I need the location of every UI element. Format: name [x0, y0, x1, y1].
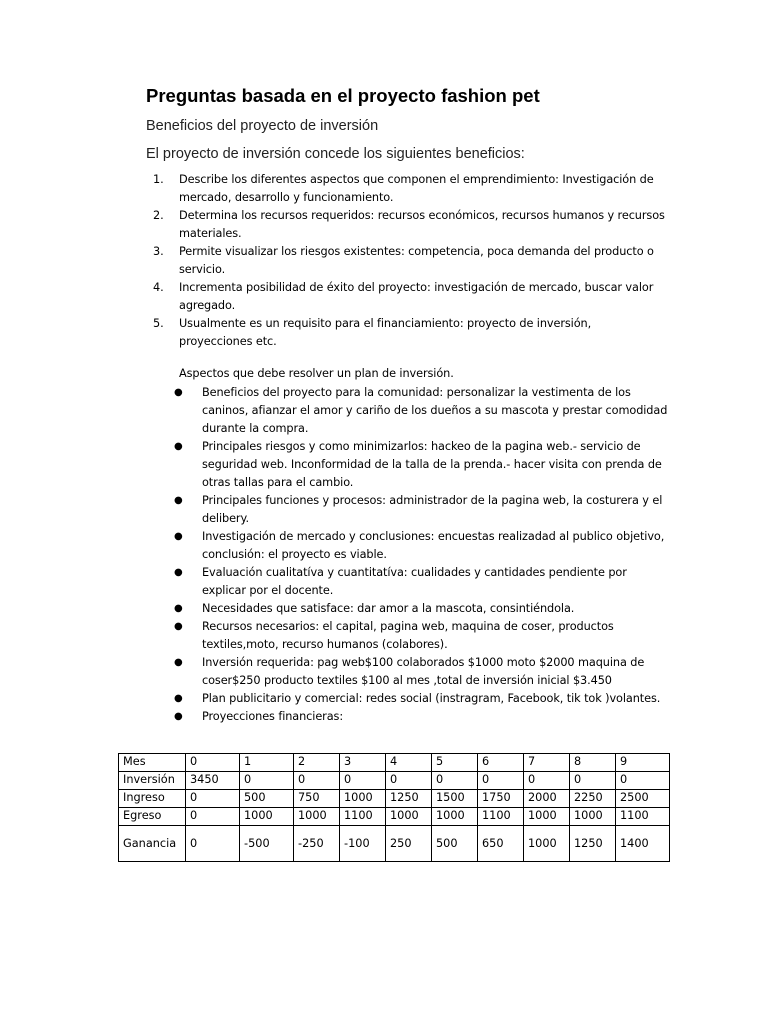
list-item-text: Incrementa posibilidad de éxito del proyecto: investigación de mercado, buscar valor agregado. [179, 281, 654, 312]
table-cell: -500 [240, 826, 294, 862]
bullet-icon: ● [174, 603, 183, 614]
list-item-text: Principales funciones y procesos: administrador de la pagina web, la costurera y el delibery. [202, 494, 663, 525]
table-cell: 0 [186, 754, 240, 772]
table-cell: 0 [616, 772, 670, 790]
table-cell: 4 [386, 754, 432, 772]
list-item-text: Evaluación cualitatíva y cuantitatíva: cualidades y cantidades pendiente por explicar por el docente. [202, 566, 627, 597]
row-label-cell: Mes [119, 754, 186, 772]
table-cell: 1000 [524, 826, 570, 862]
table-cell: 3 [340, 754, 386, 772]
list-number: 3. [153, 245, 164, 258]
aspects-list [170, 384, 670, 726]
table-cell: 0 [524, 772, 570, 790]
list-item [170, 384, 670, 438]
table-cell: 0 [240, 772, 294, 790]
bullet-icon: ● [174, 567, 183, 578]
list-item [170, 492, 670, 528]
list-item [145, 243, 665, 279]
list-item [170, 618, 670, 654]
bullet-icon: ● [174, 531, 183, 542]
list-item-text: Usualmente es un requisito para el financiamiento: proyecto de inversión, proyecciones etc. [179, 317, 592, 348]
table-row [119, 808, 670, 826]
table-cell: 1100 [340, 808, 386, 826]
list-number: 1. [153, 173, 164, 186]
list-item-text: Recursos necesarios: el capital, pagina web, maquina de coser, productos textiles,moto, recurso humanos (colabores). [202, 620, 614, 651]
list-item [170, 528, 670, 564]
table-cell: 1000 [570, 808, 616, 826]
document-title: Preguntas basada en el proyecto fashion pet [146, 85, 540, 106]
table-row [119, 790, 670, 808]
table-cell: 1000 [432, 808, 478, 826]
table-cell: 1000 [294, 808, 340, 826]
table-cell: 1000 [386, 808, 432, 826]
table-cell: 8 [570, 754, 616, 772]
benefits-list [145, 171, 665, 351]
table-cell: 650 [478, 826, 524, 862]
table-cell: 0 [294, 772, 340, 790]
table-cell: 250 [386, 826, 432, 862]
table-cell: 1100 [478, 808, 524, 826]
table-cell: 2 [294, 754, 340, 772]
row-label-cell: Ingreso [119, 790, 186, 808]
table-cell: 3450 [186, 772, 240, 790]
table-cell: 1250 [570, 826, 616, 862]
bullet-icon: ● [174, 711, 183, 722]
table-cell: -100 [340, 826, 386, 862]
list-item-text: Plan publicitario y comercial: redes social (instragram, Facebook, tik tok )volantes. [202, 692, 661, 705]
bullet-icon: ● [174, 495, 183, 506]
table-cell: 6 [478, 754, 524, 772]
list-number: 4. [153, 281, 164, 294]
table-cell: 1000 [240, 808, 294, 826]
table-cell: 1250 [386, 790, 432, 808]
table-cell: 0 [186, 790, 240, 808]
aspects-heading: Aspectos que debe resolver un plan de inversión. [179, 367, 454, 380]
table-cell: 2000 [524, 790, 570, 808]
list-item [170, 654, 670, 690]
table-cell: 9 [616, 754, 670, 772]
bullet-icon: ● [174, 387, 183, 398]
bullet-icon: ● [174, 693, 183, 704]
table-cell: 750 [294, 790, 340, 808]
list-item [145, 207, 665, 243]
table-cell: 1100 [616, 808, 670, 826]
bullet-icon: ● [174, 441, 183, 452]
table-cell: 7 [524, 754, 570, 772]
table-cell: 0 [478, 772, 524, 790]
intro-text: El proyecto de inversión concede los siguientes beneficios: [146, 146, 525, 162]
table-cell: 500 [432, 826, 478, 862]
table-cell: 0 [570, 772, 616, 790]
table-cell: 1400 [616, 826, 670, 862]
list-item-text: Proyecciones financieras: [202, 710, 344, 723]
list-item [170, 438, 670, 492]
table-cell: 0 [386, 772, 432, 790]
bullet-icon: ● [174, 621, 183, 632]
list-item [170, 708, 670, 726]
table-row [119, 772, 670, 790]
list-number: 2. [153, 209, 164, 222]
list-item-text: Determina los recursos requeridos: recursos económicos, recursos humanos y recursos materiales. [179, 209, 665, 240]
row-label-cell: Ganancia [119, 826, 186, 862]
table-cell: 0 [186, 808, 240, 826]
table-cell: 0 [186, 826, 240, 862]
table-cell: 1 [240, 754, 294, 772]
list-item-text: Principales riesgos y como minimizarlos: hackeo de la pagina web.- servicio de seguridad web. Inconformidad de la talla de la prenda.- hacer visita con prenda de otras tallas para el cambio. [202, 440, 662, 489]
financial-projection-table [118, 753, 670, 862]
table-header-row [119, 754, 670, 772]
list-item [170, 600, 670, 618]
table-cell: 1000 [340, 790, 386, 808]
table-row [119, 826, 670, 862]
list-item-text: Inversión requerida: pag web$100 colaborados $1000 moto $2000 maquina de coser$250 producto textiles $100 al mes ,total de inversión inicial $3.450 [202, 656, 645, 687]
row-label-cell: Inversión [119, 772, 186, 790]
list-item [145, 315, 665, 351]
list-item [145, 279, 665, 315]
table-cell: 0 [340, 772, 386, 790]
list-item-text: Beneficios del proyecto para la comunidad: personalizar la vestimenta de los caninos, afianzar el amor y cariño de los dueños a su mascota y prestar comodidad durante la compra. [202, 386, 668, 435]
section-subtitle: Beneficios del proyecto de inversión [146, 118, 379, 134]
table-cell: 500 [240, 790, 294, 808]
list-item-text: Investigación de mercado y conclusiones: encuestas realizadad al publico objetivo, conclusión: el proyecto es viable. [202, 530, 665, 561]
list-item-text: Permite visualizar los riesgos existentes: competencia, poca demanda del producto o servicio. [179, 245, 654, 276]
list-item-text: Describe los diferentes aspectos que componen el emprendimiento: Investigación de mercado, desarrollo y funcionamiento. [179, 173, 654, 204]
table-cell: -250 [294, 826, 340, 862]
table-cell: 0 [432, 772, 478, 790]
table-cell: 1000 [524, 808, 570, 826]
list-item-text: Necesidades que satisface: dar amor a la mascota, consintiéndola. [202, 602, 575, 615]
list-number: 5. [153, 317, 164, 330]
table-cell: 1750 [478, 790, 524, 808]
bullet-icon: ● [174, 657, 183, 668]
list-item [170, 690, 670, 708]
table-cell: 5 [432, 754, 478, 772]
table-cell: 2250 [570, 790, 616, 808]
table-cell: 2500 [616, 790, 670, 808]
list-item [170, 564, 670, 600]
table-cell: 1500 [432, 790, 478, 808]
row-label-cell: Egreso [119, 808, 186, 826]
list-item [145, 171, 665, 207]
